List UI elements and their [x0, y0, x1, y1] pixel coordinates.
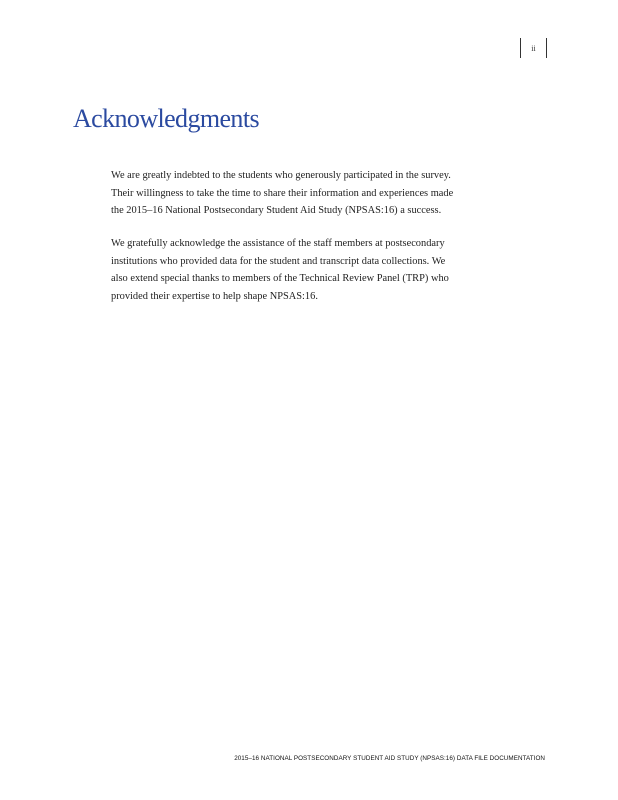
paragraph-line: the 2015–16 National Postsecondary Student Aid Study (NPSAS:16) a success. — [111, 205, 442, 216]
paragraph-line: We are greatly indebted to the students who generously participated in the survey. — [111, 170, 451, 181]
paragraph-line: also extend special thanks to members of the Technical Review Panel (TRP) who — [111, 273, 449, 284]
page-number-text: ii — [531, 43, 536, 53]
page-title: Acknowledgments — [73, 104, 259, 133]
paragraph-line: institutions who provided data for the student and transcript data collections. We — [111, 255, 446, 267]
paragraph-students-thanks — [111, 167, 511, 220]
paragraph-line: provided their expertise to help shape NPSAS:16. — [111, 290, 318, 302]
paragraph-line: Their willingness to take the time to share their information and experiences made — [111, 187, 454, 199]
paragraph-line: We gratefully acknowledge the assistance of the staff members at postsecondary — [111, 238, 445, 249]
page-number — [520, 38, 547, 58]
paragraph-institutions-thanks — [111, 235, 511, 305]
page-footer: 2015–16 NATIONAL POSTSECONDARY STUDENT AID STUDY (NPSAS:16) DATA FILE DOCUMENTATION — [234, 755, 545, 762]
